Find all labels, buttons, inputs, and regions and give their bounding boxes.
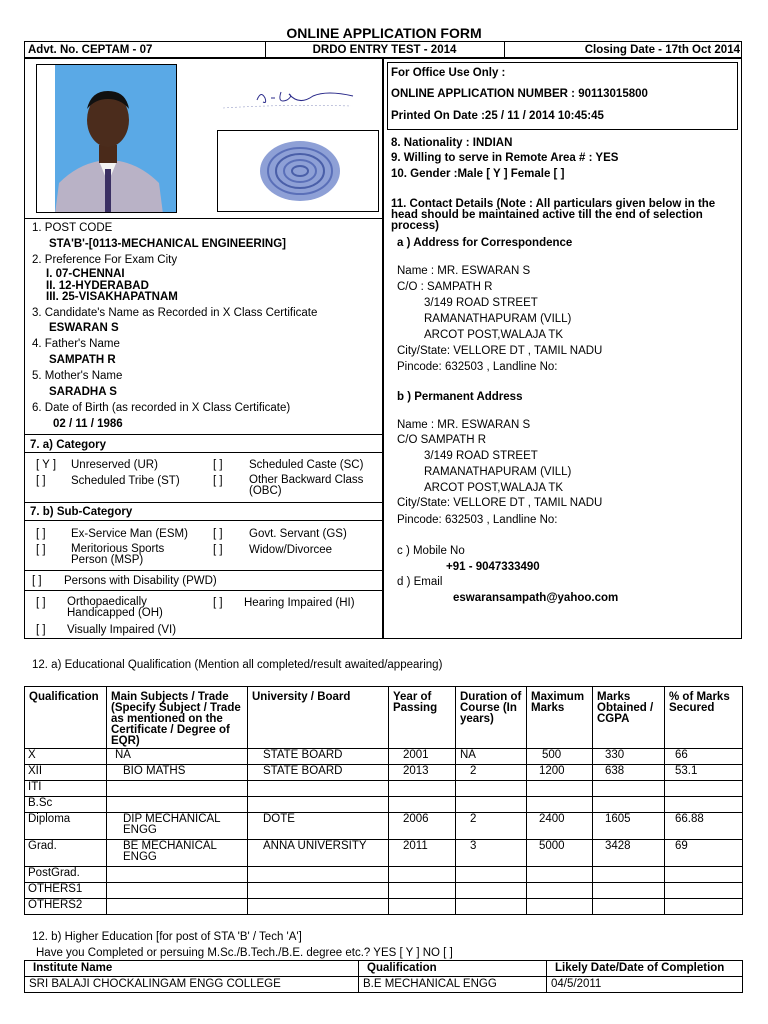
candidate-name-label: 3. Candidate's Name as Recorded in X Class Certificate [32,307,318,319]
edu-header-percent: % of Marks Secured [665,687,743,749]
wd-checkbox[interactable]: [ ] [213,544,223,556]
edu-cell: 53.1 [665,765,743,781]
edu-cell [389,867,456,883]
higher-date: 04/5/2011 [547,977,743,993]
corr-post: ARCOT POST,WALAJA TK [424,329,564,341]
edu-header-obtained: Marks Obtained / CGPA [593,687,665,749]
hi-label: Hearing Impaired (HI) [244,597,355,609]
table-row [25,781,743,797]
edu-cell: 2 [456,813,527,840]
msp-checkbox[interactable]: [ ] [36,544,46,556]
edu-cell: 5000 [527,840,593,867]
permanent-heading: b ) Permanent Address [397,391,523,403]
edu-cell: 69 [665,840,743,867]
education-header-row [25,687,743,749]
contact-details-heading: 11. Contact Details (Note : All particulars given below in the head should be maintained active till the end of selection process) [391,198,716,232]
candidate-name: ESWARAN S [49,322,119,334]
obc-label: Other Backward Class (OBC) [249,474,364,497]
esm-checkbox[interactable]: [ ] [36,528,46,540]
thumb-impression [217,130,379,212]
edu-cell [456,883,527,899]
email-value: eswaransampath@yahoo.com [453,592,619,604]
perm-city: City/State: VELLORE DT , TAMIL NADU [397,497,603,509]
post-code-label: 1. POST CODE [32,222,113,234]
test-name: DRDO ENTRY TEST - 2014 [312,44,457,56]
office-use-heading: For Office Use Only : [391,67,506,79]
education-caption: 12. a) Educational Qualification (Mention all completed/result awaited/appearing) [32,659,443,671]
edu-cell: X [25,749,107,765]
hi-checkbox[interactable]: [ ] [213,597,223,609]
higher-education-table [24,960,743,993]
oh-label: Orthopaedically Handicapped (OH) [67,596,163,619]
esm-label: Ex-Service Man (ESM) [71,528,188,540]
mobile-label: c ) Mobile No [397,545,465,557]
signature [217,76,357,116]
advt-number: Advt. No. CEPTAM - 07 [28,44,153,56]
perm-street: 3/149 ROAD STREET [424,450,538,462]
edu-cell: NA [107,749,248,765]
perm-co: C/O SAMPATH R [397,434,487,446]
perm-name: Name : MR. ESWARAN S [397,419,531,431]
edu-header-subjects: Main Subjects / Trade (Specify Subject / Trade as mentioned on the Certificate / Degree of EQR) [107,687,248,749]
table-row [25,883,743,899]
form-title: ONLINE APPLICATION FORM [286,25,482,41]
table-row [25,797,743,813]
edu-cell [389,781,456,797]
obc-checkbox[interactable]: [ ] [213,475,223,487]
edu-cell: ANNA UNIVERSITY [248,840,389,867]
st-label: Scheduled Tribe (ST) [71,475,180,487]
edu-cell: DOTE [248,813,389,840]
edu-cell [389,797,456,813]
msp-label: Meritorious Sports Person (MSP) [71,543,165,566]
higher-institute: SRI BALAJI CHOCKALINGAM ENGG COLLEGE [25,977,359,993]
edu-header-qualification: Qualification [25,687,107,749]
edu-cell [107,797,248,813]
edu-cell [456,781,527,797]
father-name: SAMPATH R [49,354,116,366]
pwd-checkbox[interactable]: [ ] [32,575,42,587]
ur-label: Unreserved (UR) [71,459,158,471]
mother-name-label: 5. Mother's Name [32,370,123,382]
edu-cell: 500 [527,749,593,765]
dob-value: 02 / 11 / 1986 [53,418,123,430]
edu-cell [107,781,248,797]
corr-village: RAMANATHAPURAM (VILL) [424,313,572,325]
edu-cell: XII [25,765,107,781]
edu-cell: 3428 [593,840,665,867]
post-code-value: STA'B'-[0113-MECHANICAL ENGINEERING] [49,238,286,250]
gender: 10. Gender :Male [ Y ] Female [ ] [391,168,565,180]
edu-cell: 2011 [389,840,456,867]
edu-cell [107,899,248,915]
corr-pincode: Pincode: 632503 , Landline No: [397,361,558,373]
edu-cell: 66.88 [665,813,743,840]
edu-header-max-marks: Maximum Marks [527,687,593,749]
gs-checkbox[interactable]: [ ] [213,528,223,540]
dob-label: 6. Date of Birth (as recorded in X Class Certificate) [32,402,291,414]
table-row [25,977,743,993]
edu-header-university: University / Board [248,687,389,749]
edu-header-duration: Duration of Course (In years) [456,687,527,749]
edu-cell [527,797,593,813]
remote-area: 9. Willing to serve in Remote Area # : YES [391,152,619,164]
edu-cell: ITI [25,781,107,797]
edu-cell: 330 [593,749,665,765]
edu-cell: 3 [456,840,527,867]
closing-date: Closing Date - 17th Oct 2014 [584,44,740,56]
edu-cell: PostGrad. [25,867,107,883]
application-number: ONLINE APPLICATION NUMBER : 90113015800 [391,88,648,100]
education-table [24,686,743,915]
exam-city-1: I. 07-CHENNAI [46,268,125,280]
edu-cell [665,899,743,915]
edu-cell [456,797,527,813]
mother-name: SARADHA S [49,386,117,398]
edu-cell: 2400 [527,813,593,840]
printed-date: Printed On Date :25 / 11 / 2014 10:45:45 [391,110,604,122]
edu-cell: OTHERS1 [25,883,107,899]
email-label: d ) Email [397,576,443,588]
edu-cell [527,781,593,797]
table-row [25,899,743,915]
edu-cell [593,867,665,883]
edu-cell [593,797,665,813]
edu-cell [456,899,527,915]
father-name-label: 4. Father's Name [32,338,120,350]
edu-cell: 2006 [389,813,456,840]
edu-cell [593,883,665,899]
subcategory-heading: 7. b) Sub-Category [30,506,133,518]
edu-cell [665,781,743,797]
oh-checkbox[interactable]: [ ] [36,597,46,609]
edu-cell [665,867,743,883]
higher-qualification: B.E MECHANICAL ENGG [359,977,547,993]
table-row [25,813,743,840]
ur-checkbox[interactable]: [ Y ] [36,459,57,471]
edu-cell: 66 [665,749,743,765]
mobile-value: +91 - 9047333490 [446,561,540,573]
table-row [25,867,743,883]
edu-cell [248,797,389,813]
corr-co: C/O : SAMPATH R [397,281,493,293]
edu-cell: 1605 [593,813,665,840]
edu-cell [593,781,665,797]
nationality: 8. Nationality : INDIAN [391,137,513,149]
edu-cell: BIO MATHS [107,765,248,781]
edu-cell: 2 [456,765,527,781]
edu-cell [527,883,593,899]
table-row [25,749,743,765]
edu-cell [248,781,389,797]
exam-city-label: 2. Preference For Exam City [32,254,178,266]
edu-cell: B.Sc [25,797,107,813]
edu-cell: 638 [593,765,665,781]
edu-cell: BE MECHANICAL ENGG [107,840,248,867]
category-heading: 7. a) Category [30,439,107,451]
edu-cell [527,899,593,915]
higher-header-row [25,961,743,977]
edu-cell [107,883,248,899]
edu-cell: Diploma [25,813,107,840]
edu-cell [665,797,743,813]
edu-cell: STATE BOARD [248,765,389,781]
edu-cell: NA [456,749,527,765]
candidate-photo [36,64,177,213]
higher-education-caption: 12. b) Higher Education [for post of STA 'B' / Tech 'A'] [32,931,302,943]
table-row [25,840,743,867]
st-checkbox[interactable]: [ ] [36,475,46,487]
edu-cell: 2001 [389,749,456,765]
edu-cell [389,883,456,899]
higher-header-institute: Institute Name [25,961,359,977]
edu-cell [248,883,389,899]
edu-cell: 1200 [527,765,593,781]
gs-label: Govt. Servant (GS) [249,528,347,540]
vi-label: Visually Impaired (VI) [67,624,177,636]
edu-cell [248,867,389,883]
edu-cell [389,899,456,915]
edu-cell [527,867,593,883]
wd-label: Widow/Divorcee [249,544,333,556]
table-row [25,765,743,781]
vi-checkbox[interactable]: [ ] [36,624,46,636]
exam-city-2: II. 12-HYDERABAD [46,280,149,292]
higher-education-question: Have you Completed or persuing M.Sc./B.Tech./B.E. degree etc.? YES [ Y ] NO [ ] [36,947,453,959]
perm-pincode: Pincode: 632503 , Landline No: [397,514,558,526]
edu-cell [248,899,389,915]
edu-cell [593,899,665,915]
sc-checkbox[interactable]: [ ] [213,459,223,471]
perm-post: ARCOT POST,WALAJA TK [424,482,564,494]
sc-label: Scheduled Caste (SC) [249,459,364,471]
corr-name: Name : MR. ESWARAN S [397,265,531,277]
exam-city-3: III. 25-VISAKHAPATNAM [46,291,178,303]
corr-city: City/State: VELLORE DT , TAMIL NADU [397,345,603,357]
edu-cell: DIP MECHANICAL ENGG [107,813,248,840]
higher-header-qualification: Qualification [359,961,547,977]
higher-header-date: Likely Date/Date of Completion [547,961,743,977]
edu-cell: OTHERS2 [25,899,107,915]
perm-village: RAMANATHAPURAM (VILL) [424,466,572,478]
edu-cell [456,867,527,883]
edu-cell: 2013 [389,765,456,781]
edu-cell [665,883,743,899]
correspondence-heading: a ) Address for Correspondence [397,237,573,249]
pwd-label: Persons with Disability (PWD) [64,575,217,587]
edu-cell: STATE BOARD [248,749,389,765]
edu-cell [107,867,248,883]
edu-header-year: Year of Passing [389,687,456,749]
edu-cell: Grad. [25,840,107,867]
corr-street: 3/149 ROAD STREET [424,297,538,309]
